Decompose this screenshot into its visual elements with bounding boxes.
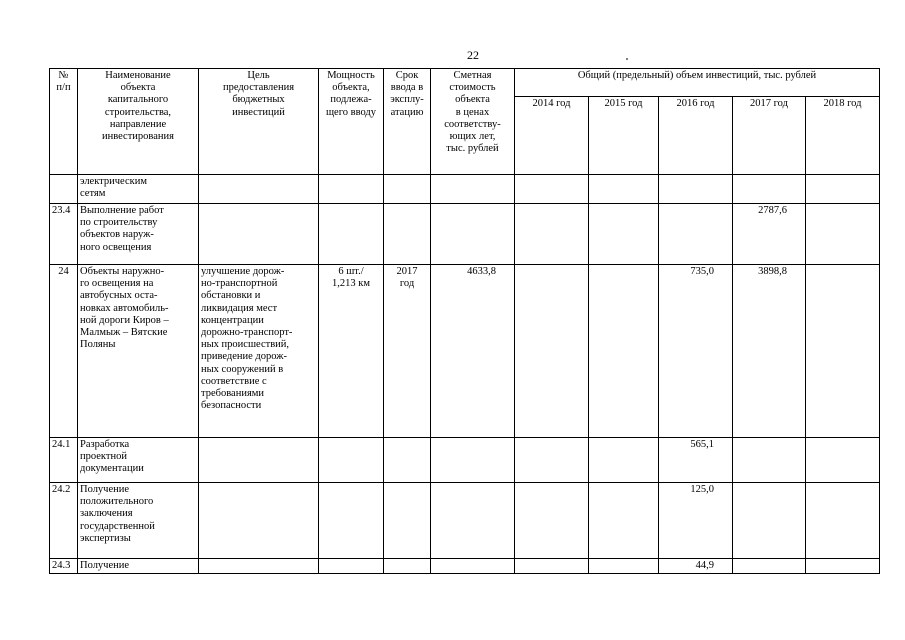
row-goal bbox=[199, 438, 319, 483]
row-capacity bbox=[319, 204, 384, 265]
table-row bbox=[50, 559, 880, 574]
row-goal bbox=[199, 204, 319, 265]
row-y2018 bbox=[806, 559, 880, 574]
row-name: Получение bbox=[78, 559, 199, 574]
row-y2016: 735,0 bbox=[659, 265, 733, 438]
row-num: 24.1 bbox=[50, 438, 78, 483]
table-row bbox=[50, 265, 880, 438]
row-y2017: 2787,6 bbox=[733, 204, 806, 265]
row-y2014 bbox=[515, 438, 589, 483]
row-y2016 bbox=[659, 175, 733, 204]
row-y2017 bbox=[733, 438, 806, 483]
header-capacity: Мощность объекта, подлежа- щего вводу bbox=[319, 69, 384, 175]
header-year-2016: 2016 год bbox=[659, 97, 733, 175]
row-y2015 bbox=[589, 559, 659, 574]
table-row bbox=[50, 204, 880, 265]
row-capacity bbox=[319, 483, 384, 559]
row-goal bbox=[199, 175, 319, 204]
row-name: электрическим сетям bbox=[78, 175, 199, 204]
row-name: Разработка проектной документации bbox=[78, 438, 199, 483]
row-capacity bbox=[319, 175, 384, 204]
row-y2015 bbox=[589, 438, 659, 483]
investment-table bbox=[49, 68, 880, 574]
row-cost bbox=[431, 204, 515, 265]
header-term: Срок ввода в эксплу- атацию bbox=[384, 69, 431, 175]
row-y2018 bbox=[806, 175, 880, 204]
row-num: 24.2 bbox=[50, 483, 78, 559]
row-y2014 bbox=[515, 204, 589, 265]
row-y2015 bbox=[589, 175, 659, 204]
row-y2016: 125,0 bbox=[659, 483, 733, 559]
row-goal bbox=[199, 483, 319, 559]
row-y2015 bbox=[589, 204, 659, 265]
row-num: 23.4 bbox=[50, 204, 78, 265]
row-term bbox=[384, 483, 431, 559]
header-year-2018: 2018 год bbox=[806, 97, 880, 175]
row-name: Получение положительного заключения государственной экспертизы bbox=[78, 483, 199, 559]
table-row bbox=[50, 483, 880, 559]
row-term bbox=[384, 559, 431, 574]
row-y2017: 3898,8 bbox=[733, 265, 806, 438]
row-term bbox=[384, 438, 431, 483]
row-y2018 bbox=[806, 483, 880, 559]
row-capacity: 6 шт./ 1,213 км bbox=[319, 265, 384, 438]
row-term: 2017 год bbox=[384, 265, 431, 438]
row-cost bbox=[431, 175, 515, 204]
row-y2017 bbox=[733, 483, 806, 559]
row-y2017 bbox=[733, 559, 806, 574]
scan-speck bbox=[626, 58, 628, 60]
header-year-2014: 2014 год bbox=[515, 97, 589, 175]
row-cost bbox=[431, 559, 515, 574]
header-year-2015: 2015 год bbox=[589, 97, 659, 175]
header-year-2017: 2017 год bbox=[733, 97, 806, 175]
row-cost: 4633,8 bbox=[431, 265, 515, 438]
row-y2015 bbox=[589, 483, 659, 559]
row-y2016: 565,1 bbox=[659, 438, 733, 483]
row-y2016: 44,9 bbox=[659, 559, 733, 574]
row-term bbox=[384, 204, 431, 265]
row-y2014 bbox=[515, 559, 589, 574]
row-name: Выполнение работ по строительству объектов наруж- ного освещения bbox=[78, 204, 199, 265]
row-name: Объекты наружно- го освещения на автобусных оста- новках автомобиль- ной дороги Киров – Малмыж – Вятские Поляны bbox=[78, 265, 199, 438]
row-y2018 bbox=[806, 204, 880, 265]
row-y2018 bbox=[806, 265, 880, 438]
header-name: Наименование объекта капитального строительства, направление инвестирования bbox=[78, 69, 199, 175]
table-body bbox=[50, 175, 880, 574]
row-num: 24 bbox=[50, 265, 78, 438]
row-term bbox=[384, 175, 431, 204]
row-cost bbox=[431, 438, 515, 483]
row-num bbox=[50, 175, 78, 204]
header-cost: Сметная стоимость объекта в ценах соответству- ющих лет, тыс. рублей bbox=[431, 69, 515, 175]
row-y2018 bbox=[806, 438, 880, 483]
row-num: 24.3 bbox=[50, 559, 78, 574]
page-number: 22 bbox=[467, 48, 479, 62]
row-y2016 bbox=[659, 204, 733, 265]
header-investment-group: Общий (предельный) объем инвестиций, тыс. рублей bbox=[515, 69, 880, 97]
row-y2014 bbox=[515, 175, 589, 204]
header-goal: Цель предоставления бюджетных инвестиций bbox=[199, 69, 319, 175]
row-y2015 bbox=[589, 265, 659, 438]
table-row bbox=[50, 438, 880, 483]
row-capacity bbox=[319, 559, 384, 574]
row-cost bbox=[431, 483, 515, 559]
row-goal bbox=[199, 559, 319, 574]
row-capacity bbox=[319, 438, 384, 483]
row-y2017 bbox=[733, 175, 806, 204]
header-num: № п/п bbox=[50, 69, 78, 175]
row-y2014 bbox=[515, 265, 589, 438]
table-row bbox=[50, 175, 880, 204]
row-goal: улучшение дорож- но-транспортной обстановки и ликвидация мест концентрации дорожно-транспорт- ных происшествий, приведение дорож- ных сооружений в соответствие с требованиями безопасности bbox=[199, 265, 319, 438]
table-header bbox=[50, 69, 880, 175]
row-y2014 bbox=[515, 483, 589, 559]
